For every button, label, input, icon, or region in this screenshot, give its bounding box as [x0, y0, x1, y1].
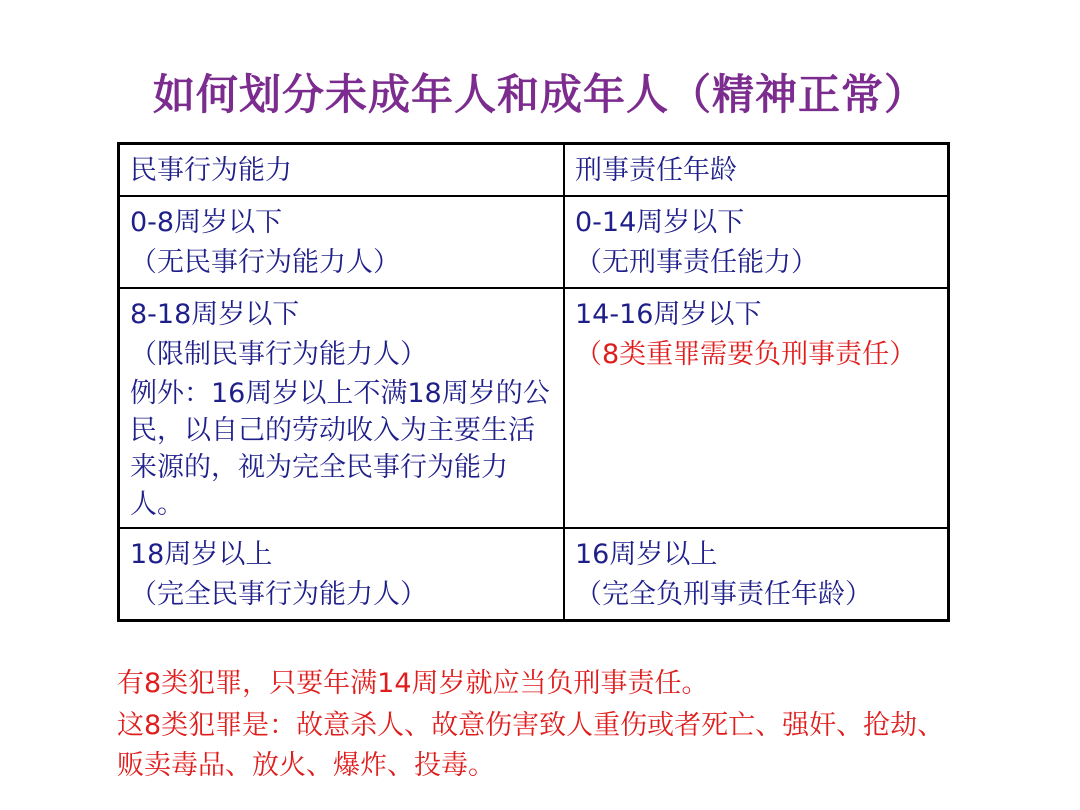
cell-criminal: [564, 196, 949, 288]
cell-civil: [119, 288, 565, 528]
cell-criminal: [564, 528, 949, 621]
cell-criminal: [564, 288, 949, 528]
capacity-label: （无刑事责任能力）: [575, 247, 818, 278]
table-row: [119, 196, 949, 288]
header-label: 民事行为能力: [130, 155, 292, 186]
capacity-label: （完全负刑事责任年龄）: [575, 579, 872, 610]
age-range: 18周岁以上: [130, 539, 273, 570]
age-range: 8-18周岁以下: [130, 299, 300, 330]
age-range: 0-8周岁以下: [130, 207, 283, 238]
header-civil-capacity: [119, 144, 565, 197]
capacity-label: （完全民事行为能力人）: [130, 579, 427, 610]
cell-civil: [119, 196, 565, 288]
note-paragraph: 有8类犯罪，只要年满14周岁就应当负刑事责任。: [117, 668, 709, 699]
age-classification-table: [117, 142, 950, 622]
table-row: [119, 528, 949, 621]
age-range: 0-14周岁以下: [575, 207, 745, 238]
page-title: 如何划分未成年人和成年人（精神正常）: [152, 70, 927, 119]
exception-note: 例外：16周岁以上不满18周岁的公民，以自己的劳动收入为主要生活来源的，视为完全民事行为能力人。: [130, 378, 550, 520]
age-range: 16周岁以上: [575, 539, 718, 570]
table-row: [119, 288, 949, 528]
capacity-label-highlight: （8类重罪需要负刑事责任）: [575, 339, 917, 370]
age-range: 14-16周岁以下: [575, 299, 762, 330]
header-criminal-age: [564, 144, 949, 197]
notes-section: [117, 664, 967, 786]
cell-civil: [119, 528, 565, 621]
capacity-label: （限制民事行为能力人）: [130, 339, 427, 370]
header-label: 刑事责任年龄: [575, 155, 737, 186]
table-header-row: [119, 144, 949, 197]
note-paragraph: 这8类犯罪是：故意杀人、故意伤害致人重伤或者死亡、强奸、抢劫、贩卖毒品、放火、爆炸、投毒。: [117, 710, 945, 781]
capacity-label: （无民事行为能力人）: [130, 247, 400, 278]
